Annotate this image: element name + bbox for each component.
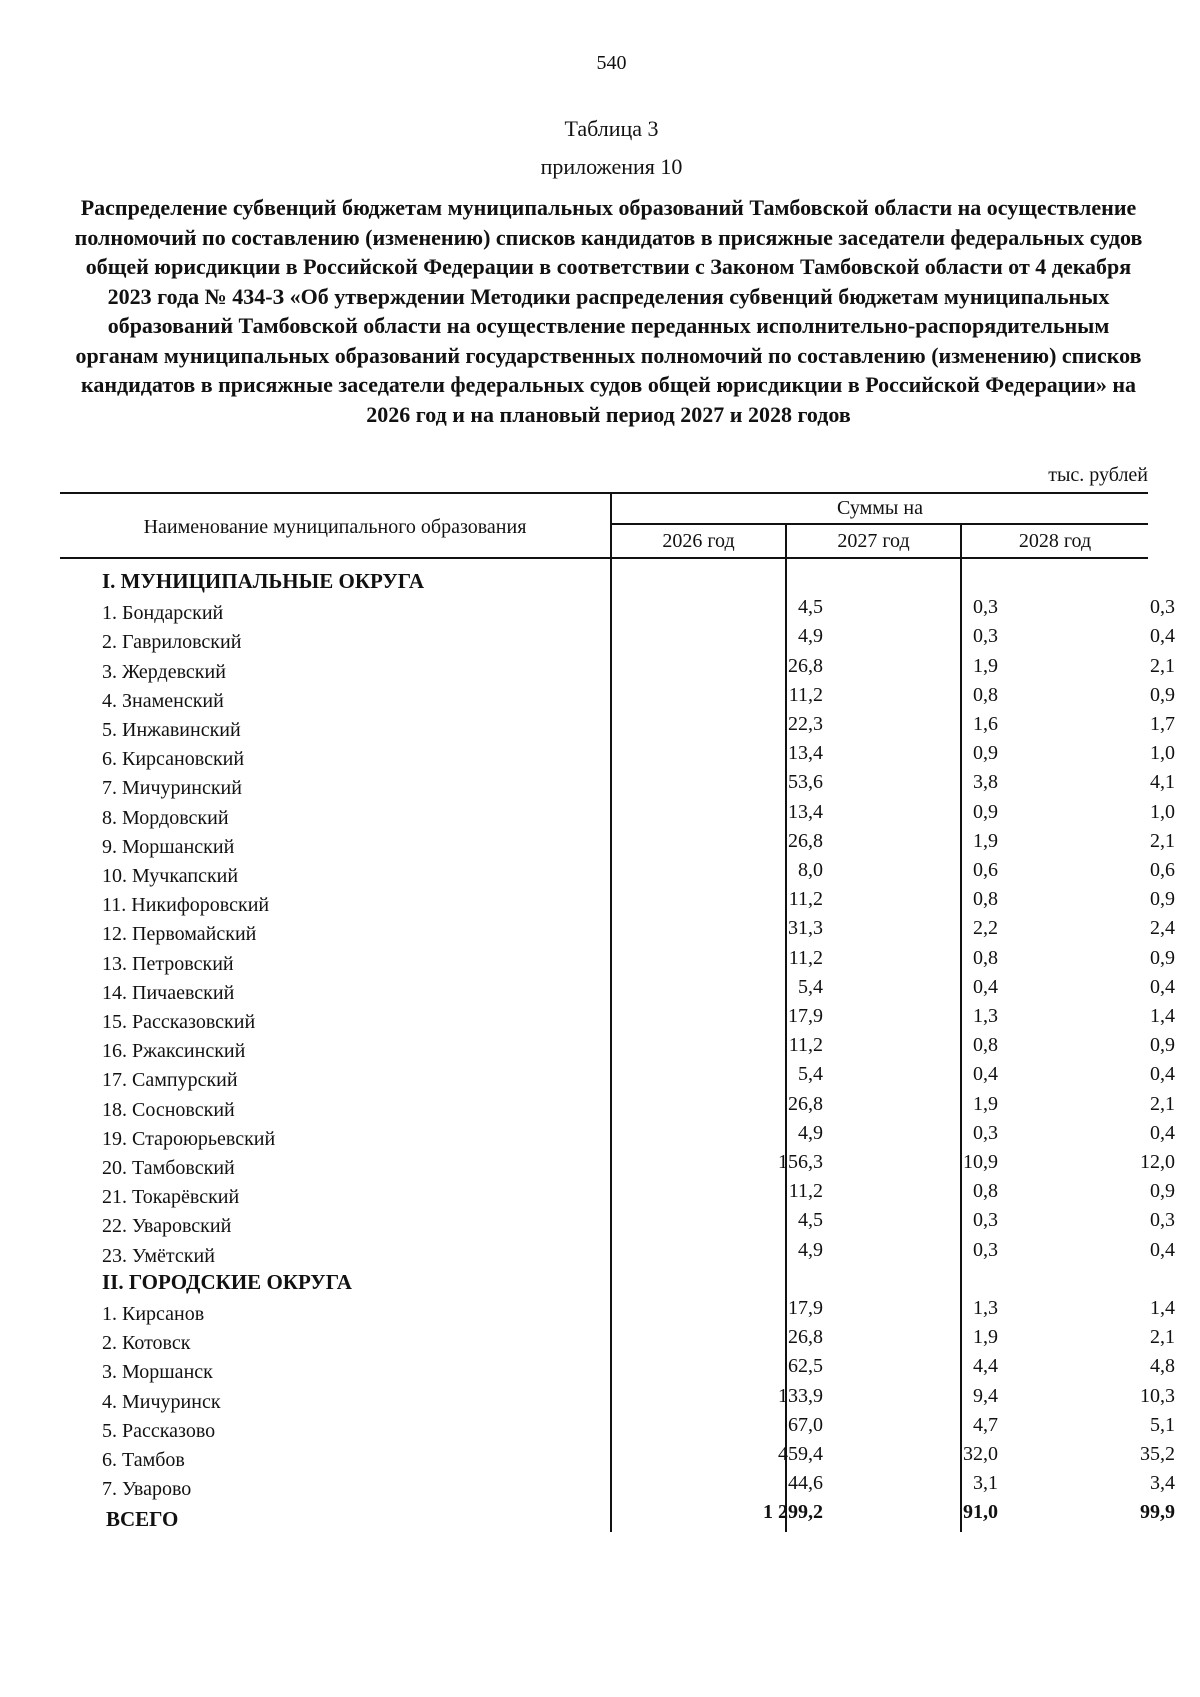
table-row bbox=[60, 1063, 1175, 1092]
municipality-name: 7. Мичуринский bbox=[102, 777, 242, 800]
section-heading: II. ГОРОДСКИЕ ОКРУГА bbox=[102, 1269, 352, 1294]
municipality-name: 10. Мучкапский bbox=[102, 865, 239, 887]
value-2028: 35,2 bbox=[1140, 1443, 1175, 1465]
value-2026: 133,9 bbox=[778, 1384, 823, 1407]
value-2026: 31,3 bbox=[788, 917, 823, 940]
value-2027: 0,4 bbox=[973, 975, 998, 998]
value-2028: 0,4 bbox=[1150, 975, 1175, 998]
value-2026: 26,8 bbox=[788, 1326, 823, 1349]
table-row bbox=[60, 1151, 1175, 1180]
value-2026: 26,8 bbox=[788, 1092, 823, 1115]
value-2027: 1,6 bbox=[973, 713, 998, 735]
table-row bbox=[60, 917, 1175, 946]
municipality-name: 19. Староюрьевский bbox=[102, 1127, 276, 1150]
value-2027: 10,9 bbox=[963, 1151, 998, 1173]
header-year-2027: 2027 год bbox=[837, 530, 910, 552]
section-row bbox=[60, 567, 1148, 596]
table-row bbox=[60, 946, 1175, 976]
value-2026: 11,2 bbox=[788, 1034, 823, 1057]
value-2026: 13,4 bbox=[788, 800, 823, 823]
table-row bbox=[60, 829, 1175, 859]
header-year-2028: 2028 год bbox=[1018, 530, 1092, 552]
value-2028: 0,6 bbox=[1150, 859, 1175, 881]
table-row bbox=[60, 1297, 1175, 1326]
value-2028: 3,4 bbox=[1150, 1472, 1175, 1495]
value-2028: 2,1 bbox=[1150, 1092, 1175, 1115]
value-2026: 4,9 bbox=[798, 1238, 823, 1261]
value-2028: 0,4 bbox=[1150, 1063, 1175, 1086]
table-row bbox=[60, 1209, 1175, 1238]
value-2027: 0,3 bbox=[973, 1238, 998, 1261]
value-2028: 0,4 bbox=[1150, 1121, 1175, 1144]
value-2027: 0,9 bbox=[973, 742, 998, 765]
municipality-name: 6. Кирсановский bbox=[102, 748, 245, 771]
value-2026: 4,5 bbox=[798, 1209, 823, 1232]
value-2028: 2,4 bbox=[1150, 917, 1175, 940]
table-row bbox=[60, 888, 1175, 917]
table-row bbox=[60, 654, 1175, 684]
value-2026: 26,8 bbox=[788, 829, 823, 852]
value-2028: 4,8 bbox=[1150, 1355, 1175, 1378]
value-2026: 5,4 bbox=[798, 1063, 823, 1086]
table-row bbox=[60, 1355, 1175, 1384]
value-2027: 2,2 bbox=[973, 917, 998, 940]
table-row bbox=[60, 625, 1175, 654]
municipality-name: 15. Рассказовский bbox=[102, 1011, 256, 1033]
table-row bbox=[60, 771, 1175, 800]
municipality-name: 23. Умётский bbox=[102, 1244, 215, 1267]
value-2026: 4,9 bbox=[798, 1121, 823, 1144]
value-2028: 0,4 bbox=[1150, 625, 1175, 648]
value-2028: 0,4 bbox=[1150, 1238, 1175, 1261]
value-2027: 1,3 bbox=[973, 1297, 998, 1319]
municipality-name: 4. Мичуринск bbox=[102, 1390, 221, 1413]
municipality-name: 22. Уваровский bbox=[102, 1215, 232, 1238]
value-2026: 17,9 bbox=[788, 1005, 823, 1027]
table-row bbox=[60, 800, 1175, 830]
value-2027: 0,8 bbox=[973, 683, 998, 706]
municipality-name: 12. Первомайский bbox=[102, 923, 257, 946]
value-2027: 0,3 bbox=[973, 1209, 998, 1232]
municipality-name: 3. Жердевский bbox=[102, 660, 226, 683]
value-2027: 1,3 bbox=[973, 1005, 998, 1027]
value-2027: 0,6 bbox=[973, 859, 998, 881]
municipality-name: 8. Мордовский bbox=[102, 806, 229, 829]
value-2026: 8,0 bbox=[798, 859, 823, 881]
value-2027: 4,4 bbox=[973, 1355, 998, 1378]
value-2028: 4,1 bbox=[1150, 771, 1175, 794]
municipality-name: 17. Сампурский bbox=[102, 1069, 238, 1092]
table-reference bbox=[0, 110, 1200, 186]
header-sums: Суммы на bbox=[837, 497, 923, 519]
value-2026: 459,4 bbox=[778, 1443, 823, 1465]
value-2028: 2,1 bbox=[1150, 654, 1175, 677]
value-2027: 9,4 bbox=[973, 1384, 998, 1407]
table-row bbox=[60, 1034, 1175, 1063]
value-2028: 12,0 bbox=[1140, 1151, 1175, 1173]
value-2027: 91,0 bbox=[963, 1501, 998, 1524]
municipality-name: 5. Рассказово bbox=[102, 1419, 216, 1442]
table-row bbox=[60, 1472, 1175, 1501]
value-2028: 0,9 bbox=[1150, 888, 1175, 911]
value-2027: 1,9 bbox=[973, 829, 998, 852]
value-2026: 22,3 bbox=[788, 713, 823, 735]
value-2026: 11,2 bbox=[788, 1180, 823, 1203]
table-label: Таблица 3 bbox=[564, 116, 659, 141]
value-2027: 1,9 bbox=[973, 1092, 998, 1115]
value-2027: 0,8 bbox=[973, 946, 998, 969]
value-2028: 99,9 bbox=[1140, 1501, 1175, 1524]
municipality-name: 13. Петровский bbox=[102, 952, 234, 975]
value-2028: 0,9 bbox=[1150, 946, 1175, 969]
value-2027: 3,1 bbox=[973, 1472, 998, 1495]
municipality-name: 11. Никифоровский bbox=[102, 894, 270, 917]
appendix-label: приложения 10 bbox=[540, 154, 683, 179]
municipality-name: 7. Уварово bbox=[102, 1478, 192, 1501]
value-2026: 13,4 bbox=[788, 742, 823, 765]
municipality-name: ВСЕГО bbox=[106, 1507, 179, 1532]
value-2026: 156,3 bbox=[778, 1151, 823, 1173]
municipality-name: 16. Ржаксинский bbox=[102, 1040, 246, 1063]
total-row bbox=[60, 1501, 1175, 1532]
municipality-name: 5. Инжавинский bbox=[102, 719, 241, 741]
table-row bbox=[60, 596, 1175, 625]
municipality-name: 2. Гавриловский bbox=[102, 631, 242, 654]
value-2026: 4,9 bbox=[798, 625, 823, 648]
table-row bbox=[60, 1413, 1175, 1443]
value-2026: 53,6 bbox=[788, 771, 823, 794]
value-2027: 0,3 bbox=[973, 596, 998, 619]
value-2028: 0,9 bbox=[1150, 1034, 1175, 1057]
value-2026: 62,5 bbox=[788, 1355, 823, 1378]
table-row bbox=[60, 1121, 1175, 1151]
table-row bbox=[60, 1005, 1175, 1034]
value-2028: 1,7 bbox=[1150, 713, 1175, 735]
municipality-name: 2. Котовск bbox=[102, 1332, 191, 1355]
value-2026: 26,8 bbox=[788, 654, 823, 677]
value-2027: 3,8 bbox=[973, 771, 998, 794]
header-sums-rule bbox=[612, 523, 1148, 525]
municipality-name: 14. Пичаевский bbox=[102, 981, 235, 1004]
value-2027: 0,8 bbox=[973, 1034, 998, 1057]
value-2028: 2,1 bbox=[1150, 829, 1175, 852]
header-bottom-rule bbox=[60, 557, 1148, 559]
value-2028: 0,9 bbox=[1150, 683, 1175, 706]
value-2027: 0,3 bbox=[973, 625, 998, 648]
value-2027: 1,9 bbox=[973, 1326, 998, 1349]
table-row bbox=[60, 1384, 1175, 1414]
value-2027: 0,9 bbox=[973, 800, 998, 823]
value-2028: 10,3 bbox=[1140, 1384, 1175, 1407]
table-row bbox=[60, 1326, 1175, 1355]
value-2028: 0,3 bbox=[1150, 1209, 1175, 1232]
municipality-name: 6. Тамбов bbox=[102, 1449, 185, 1471]
municipality-name: 18. Сосновский bbox=[102, 1098, 235, 1121]
table-row bbox=[60, 742, 1175, 771]
municipality-name: 3. Моршанск bbox=[102, 1361, 213, 1384]
units-label: тыс. рублей bbox=[1048, 464, 1148, 486]
municipality-name: 1. Кирсанов bbox=[102, 1303, 205, 1325]
municipality-name: 21. Токарёвский bbox=[102, 1186, 240, 1209]
municipality-name: 4. Знаменский bbox=[102, 689, 224, 712]
table-row bbox=[60, 859, 1175, 888]
subvention-table bbox=[60, 492, 1175, 1542]
table-row bbox=[60, 975, 1175, 1005]
value-2026: 5,4 bbox=[798, 975, 823, 998]
value-2026: 11,2 bbox=[788, 946, 823, 969]
value-2026: 1 299,2 bbox=[763, 1501, 823, 1524]
value-2027: 0,8 bbox=[973, 888, 998, 911]
value-2027: 0,3 bbox=[973, 1121, 998, 1144]
table-top-rule bbox=[60, 492, 1148, 494]
value-2026: 17,9 bbox=[788, 1297, 823, 1319]
section-heading: I. МУНИЦИПАЛЬНЫЕ ОКРУГА bbox=[102, 569, 425, 593]
document-title: Распределение субвенций бюджетам муниципальных образований Тамбовской области на осуществление полномочий по составлению (изменению) списков кандидатов в присяжные заседатели федеральных судов общей юрисдикции в Российской Федерации в соответствии с Законом Тамбовской области от 4 декабря 2023 года № 434-З «Об утверждении Методики распределения субвенций бюджетам муниципальных образований Тамбовской области на осуществление переданных исполнительно-распорядительным органам муниципальных образований государственных полномочий по составлению (изменению) списков кандидатов в присяжные заседатели федеральных судов общей юрисдикции в Российской Федерации» на 2026 год и на плановый период 2027 и 2028 годов bbox=[74, 195, 1143, 427]
value-2026: 67,0 bbox=[788, 1413, 823, 1436]
table-row bbox=[60, 1180, 1175, 1209]
page-number: 540 bbox=[596, 52, 627, 74]
value-2028: 1,4 bbox=[1150, 1005, 1175, 1027]
value-2026: 4,5 bbox=[798, 596, 823, 619]
value-2028: 1,4 bbox=[1150, 1297, 1175, 1319]
table-row bbox=[60, 1238, 1175, 1268]
municipality-name: 20. Тамбовский bbox=[102, 1157, 235, 1179]
value-2026: 44,6 bbox=[788, 1472, 823, 1495]
table-row bbox=[60, 683, 1175, 713]
value-2028: 5,1 bbox=[1150, 1413, 1175, 1436]
value-2027: 4,7 bbox=[973, 1413, 998, 1436]
value-2027: 32,0 bbox=[963, 1443, 998, 1465]
value-2028: 0,3 bbox=[1150, 596, 1175, 619]
municipality-name: 9. Моршанский bbox=[102, 835, 235, 858]
value-2026: 11,2 bbox=[788, 683, 823, 706]
table-row bbox=[60, 1443, 1175, 1472]
value-2028: 2,1 bbox=[1150, 1326, 1175, 1349]
header-year-2026: 2026 год bbox=[662, 530, 735, 552]
value-2028: 0,9 bbox=[1150, 1180, 1175, 1203]
municipality-name: 1. Бондарский bbox=[102, 602, 224, 625]
table-row bbox=[60, 713, 1175, 742]
value-2027: 0,4 bbox=[973, 1063, 998, 1086]
value-2028: 1,0 bbox=[1150, 800, 1175, 823]
table-row bbox=[60, 1092, 1175, 1122]
value-2026: 11,2 bbox=[788, 888, 823, 911]
value-2027: 0,8 bbox=[973, 1180, 998, 1203]
section-row bbox=[60, 1268, 1148, 1297]
value-2027: 1,9 bbox=[973, 654, 998, 677]
value-2028: 1,0 bbox=[1150, 742, 1175, 765]
header-name-column: Наименование муниципального образования bbox=[143, 516, 527, 538]
